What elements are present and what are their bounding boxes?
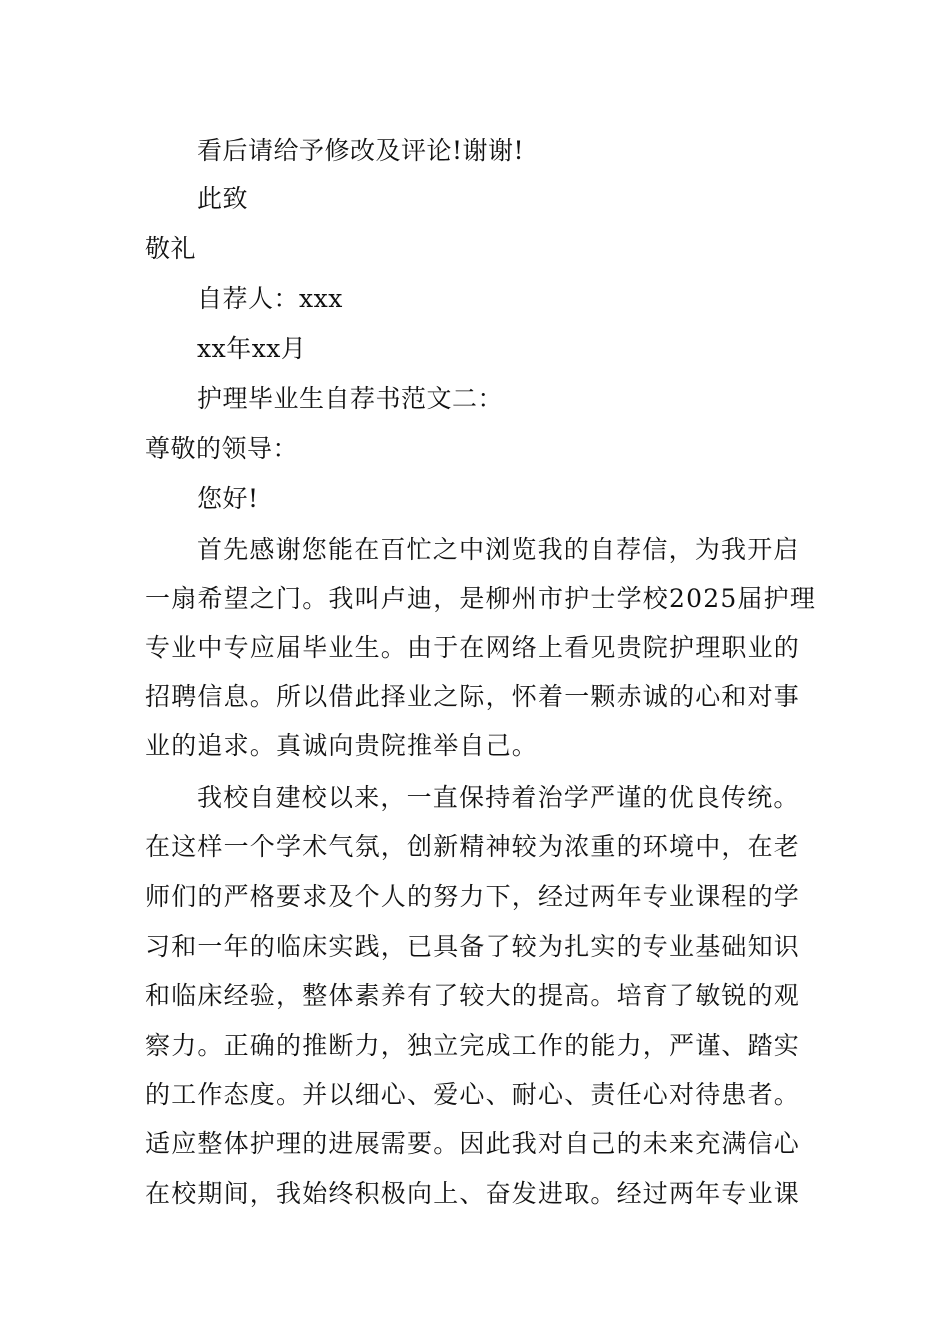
paragraph2-line: 师们的严格要求及个人的努力下，经过两年专业课程的学 [145,882,801,911]
paragraph2-line: 习和一年的临床实践，已具备了较为扎实的专业基础知识 [145,932,801,961]
paragraph1-line: 专业中专应届毕业生。由于在网络上看见贵院护理职业的 [145,633,801,662]
paragraph2-line: 我校自建校以来，一直保持着治学严谨的优良传统。 [197,783,800,812]
second-sample-heading: 护理毕业生自荐书范文二： [197,384,504,413]
paragraph1-line: 业的追求。真诚向贵院推举自己。 [145,731,539,760]
paragraph1-line: 一扇希望之门。我叫卢迪，是柳州市护士学校2025届护理 [145,584,817,613]
paragraph2-line: 的工作态度。并以细心、爱心、耐心、责任心对待患者。 [145,1080,801,1109]
paragraph2-line: 在这样一个学术气氛，创新精神较为浓重的环境中，在老 [145,832,801,861]
closing-ci-zhi: 此致 [197,184,249,213]
date-line: xx年xx月 [197,334,307,363]
paragraph2-line: 察力。正确的推断力，独立完成工作的能力，严谨、踏实 [145,1031,801,1060]
paragraph1-line: 招聘信息。所以借此择业之际，怀着一颗赤诚的心和对事 [145,682,801,711]
paragraph2-line: 在校期间，我始终积极向上、奋发进取。经过两年专业课 [145,1179,801,1208]
paragraph2-line: 和临床经验，整体素养有了较大的提高。培育了敏锐的观 [145,981,801,1010]
signer-line: 自荐人：xxx [197,284,343,313]
paragraph1-line: 首先感谢您能在百忙之中浏览我的自荐信，为我开启 [197,535,800,564]
greeting: 您好! [197,484,259,513]
salutation: 尊敬的领导： [145,434,299,463]
paragraph2-line: 适应整体护理的进展需要。因此我对自己的未来充满信心 [145,1129,801,1158]
closing-jing-li: 敬礼 [145,234,197,263]
closing-request-line: 看后请给予修改及评论!谢谢! [197,136,525,165]
